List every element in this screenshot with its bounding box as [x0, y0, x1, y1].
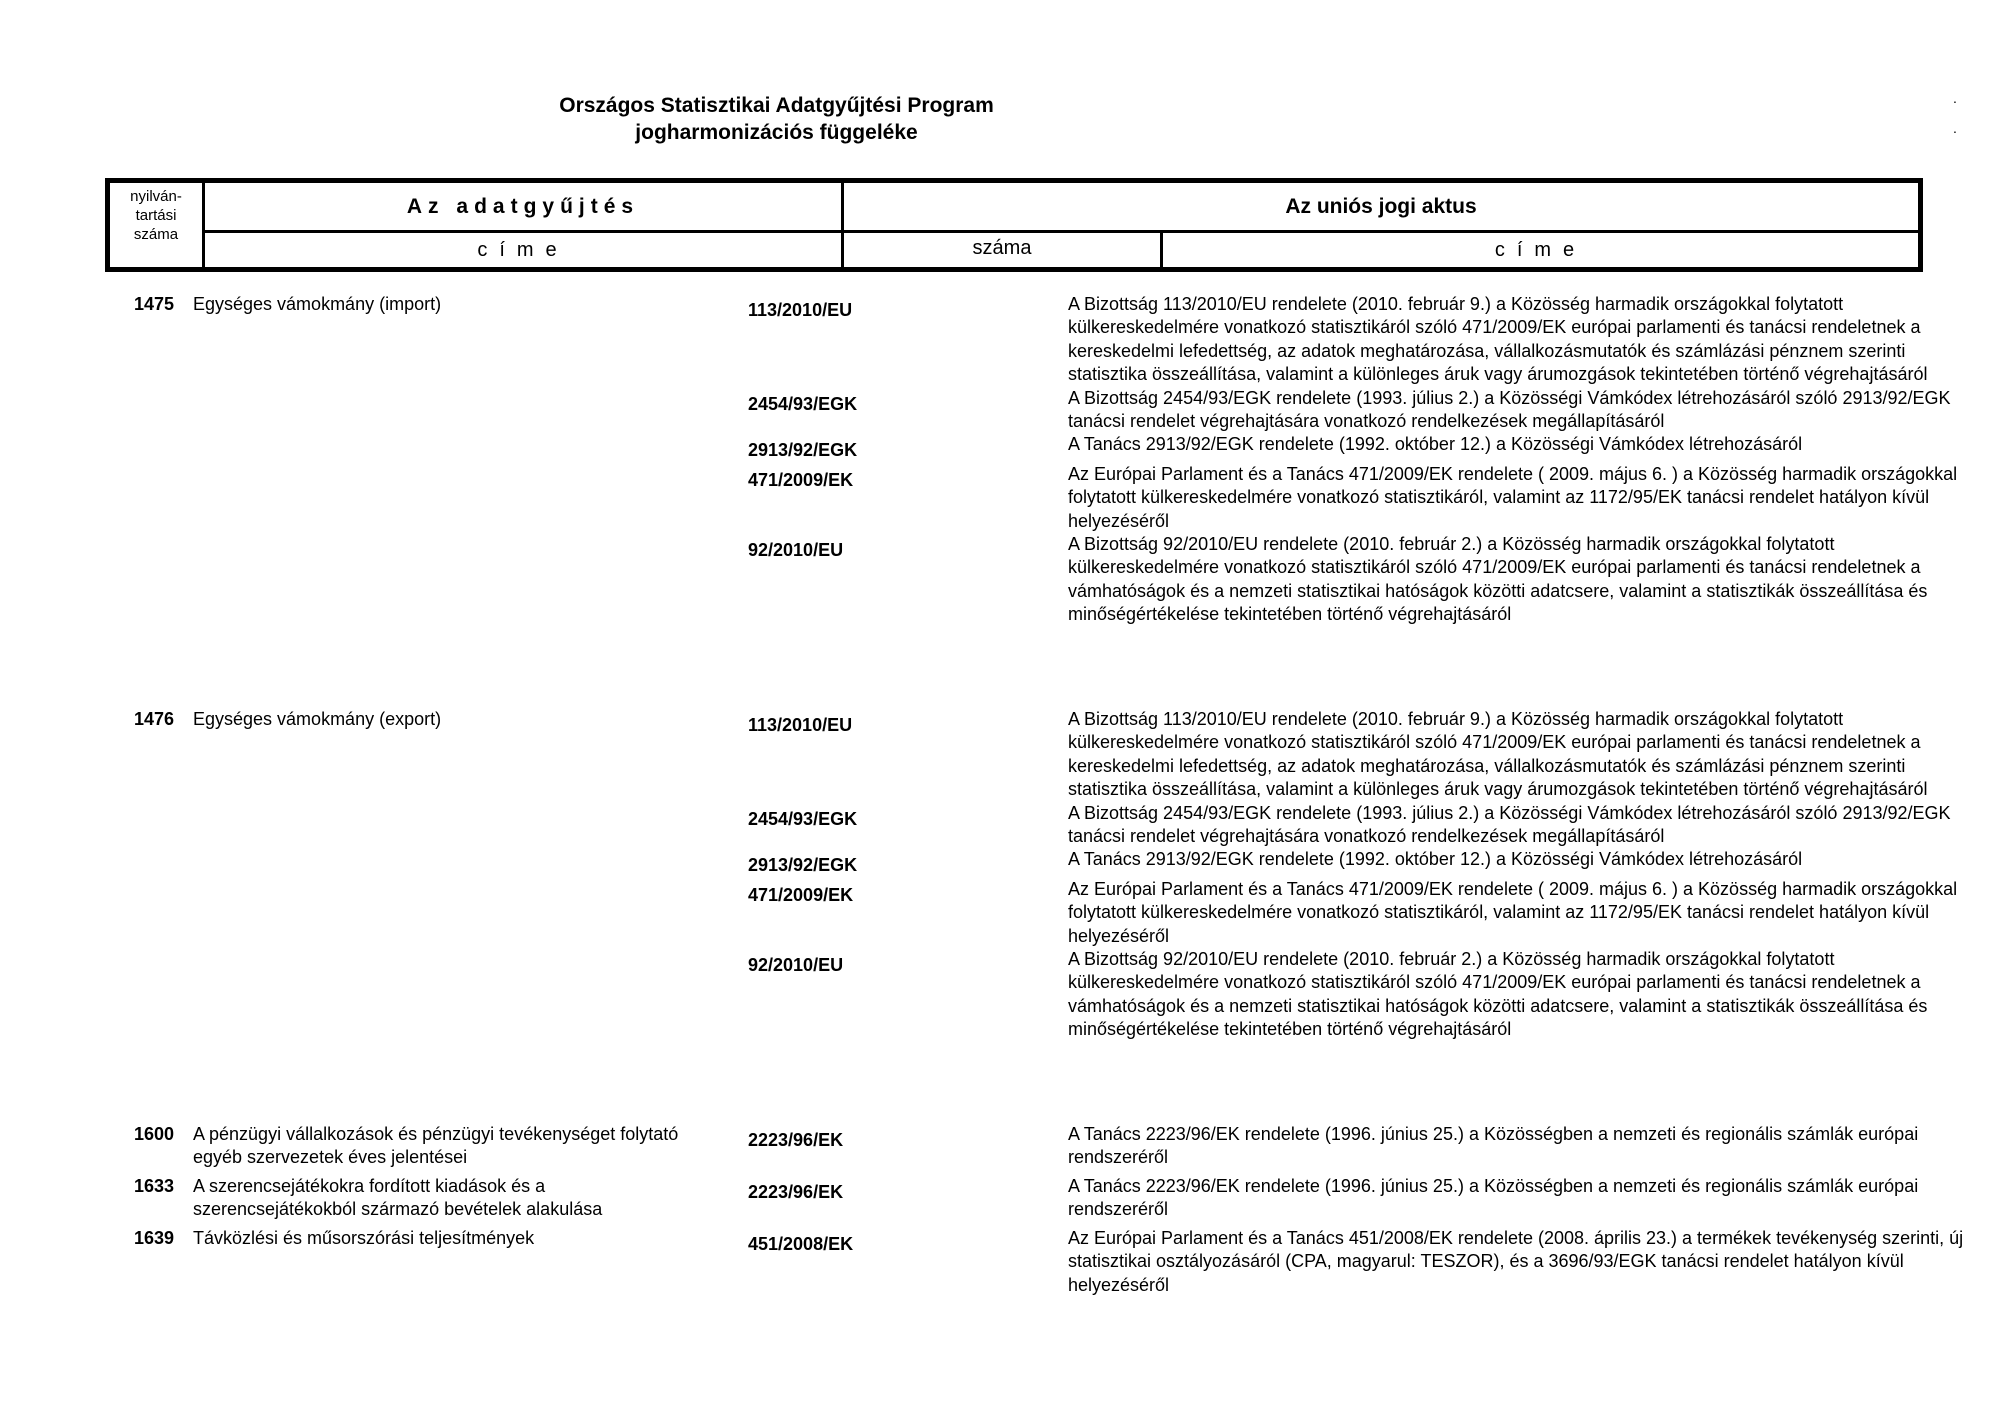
legal-act — [748, 948, 1978, 1042]
legal-act — [748, 293, 1978, 387]
legal-act-title: A Bizottság 113/2010/EU rendelete (2010. február 9.) a Közösség harmadik országokkal folytatott külkereskedelmére vonatkozó statisztikáról szóló 471/2009/EK európai parlamenti és tanácsi rendeletnek a kereskedelmi lefedettség, az adatok meghatározása, vállalkozásmutatók és számlázási pénznem szerinti statisztika összeállítása, valamint a különleges áruk vagy árumozgások tekintetében történő végrehajtásáról — [1068, 709, 1928, 800]
legal-act-title: A Bizottság 113/2010/EU rendelete (2010. február 9.) a Közösség harmadik országokkal folytatott külkereskedelmére vonatkozó statisztikáról szóló 471/2009/EK európai parlamenti és tanácsi rendeletnek a kereskedelmi lefedettség, az adatok meghatározása, vállalkozásmutatók és számlázási pénznem szerinti statisztika összeállítása, valamint a különleges áruk vagy árumozgások tekintetében történő végrehajtásáról — [1068, 294, 1928, 385]
legal-act-title: A Bizottság 92/2010/EU rendelete (2010. február 2.) a Közösség harmadik országokkal folytatott külkereskedelmére vonatkozó statisztikáról szóló 471/2009/EK európai parlamenti és tanácsi rendeletnek a vámhatóságok és a nemzeti statisztikai hatóságok közötti adatcsere, valamint a statisztikák összeállítása és minőségértékelése tekintetében történő végrehajtásáról — [1068, 949, 1928, 1040]
legal-act-title: A Bizottság 92/2010/EU rendelete (2010. február 2.) a Közösség harmadik országokkal folytatott külkereskedelmére vonatkozó statisztikáról szóló 471/2009/EK európai parlamenti és tanácsi rendeletnek a vámhatóságok és a nemzeti statisztikai hatóságok közötti adatcsere, valamint a statisztikák összeállítása és minőségértékelése tekintetében történő végrehajtásáról — [1068, 534, 1928, 625]
legal-act-title: A Tanács 2913/92/EGK rendelete (1992. október 12.) a Közösségi Vámkódex létrehozásáról — [1068, 849, 1803, 870]
header-act-title: címe — [1494, 239, 1587, 261]
legal-act — [748, 387, 1978, 434]
page-title-line2: jogharmonizációs függeléke — [635, 121, 918, 144]
legal-act-title: Az Európai Parlament és a Tanács 471/2009/EK rendelete ( 2009. május 6. ) a Közösség harmadik országokkal folytatott külkereskedelmére vonatkozó statisztikáról, valamint az 1172/95/EK tanácsi rendelet hatályon kívül helyezéséről — [1068, 878, 1958, 946]
record-number: 1476 — [133, 709, 174, 729]
legal-act — [748, 848, 1978, 877]
legal-act-number: 92/2010/EU — [748, 540, 844, 561]
header-data-collection-title: címe — [477, 239, 569, 261]
legal-act-number: 2913/92/EGK — [748, 855, 858, 876]
legal-act-number: 2454/93/EGK — [748, 808, 858, 829]
legal-act-number: 2223/96/EK — [748, 1182, 844, 1202]
table-header — [105, 178, 1923, 272]
legal-act-number: 113/2010/EU — [748, 300, 853, 320]
legal-act-title: A Tanács 2913/92/EGK rendelete (1992. október 12.) a Közösségi Vámkódex létrehozásáról — [1068, 434, 1803, 455]
legal-act — [748, 533, 1978, 627]
data-collection-title: Távközlési és műsorszórási teljesítmények — [193, 1228, 535, 1248]
margin-mark: . — [1953, 90, 1957, 106]
header-record-number: nyilván- tartási száma — [130, 188, 182, 243]
legal-act — [748, 878, 1978, 948]
legal-act-title: A Tanács 2223/96/EK rendelete (1996. június 25.) a Közösségben a nemzeti és regionális számlák európai rendszeréről — [1068, 1176, 1919, 1220]
data-collection-title: A pénzügyi vállalkozások és pénzügyi tevékenységet folytató egyéb szervezetek éves jelentései — [193, 1124, 679, 1168]
legal-act — [748, 802, 1978, 849]
record-number: 1600 — [133, 1124, 174, 1144]
legal-act — [748, 1123, 1978, 1170]
legal-act-number: 451/2008/EK — [748, 1234, 854, 1254]
legal-act-title: A Tanács 2223/96/EK rendelete (1996. június 25.) a Közösségben a nemzeti és regionális számlák európai rendszeréről — [1068, 1124, 1919, 1168]
legal-act-list — [748, 1123, 1978, 1170]
data-collection-title: A szerencsejátékokra fordított kiadások és a szerencsejátékokból származó bevételek alakulása — [193, 1176, 603, 1220]
header-data-collection: Az adatgyűjtés — [406, 195, 640, 218]
record-number: 1633 — [133, 1176, 174, 1196]
legal-act-list — [748, 1227, 1978, 1297]
legal-act-number: 471/2009/EK — [748, 469, 854, 490]
legal-act — [748, 1175, 1978, 1222]
record-number: 1475 — [133, 294, 174, 314]
data-collection-title: Egységes vámokmány (import) — [193, 294, 442, 314]
legal-act-list — [748, 1175, 1978, 1222]
legal-act-number: 113/2010/EU — [748, 715, 853, 735]
legal-act — [748, 433, 1978, 462]
legal-act-title: Az Európai Parlament és a Tanács 451/2008/EK rendelete (2008. április 23.) a termékek tevékenység szerinti, új statisztikai osztályozásáról (CPA, magyarul: TESZOR), és a 3696/93/EGK tanácsi rendelet hatályon kívül helyezéséről — [1068, 1228, 1964, 1295]
legal-act-title: A Bizottság 2454/93/EGK rendelete (1993. július 2.) a Közösségi Vámkódex létrehozásáról szóló 2913/92/EGK tanácsi rendelet végrehajtására vonatkozó rendelkezések megállapításáról — [1068, 802, 1951, 847]
legal-act-number: 2454/93/EGK — [748, 393, 858, 414]
data-collection-title: Egységes vámokmány (export) — [193, 709, 442, 729]
header-divider — [205, 230, 1918, 233]
legal-act — [748, 1227, 1978, 1297]
legal-act-title: Az Európai Parlament és a Tanács 471/2009/EK rendelete ( 2009. május 6. ) a Közösség harmadik országokkal folytatott külkereskedelmére vonatkozó statisztikáról, valamint az 1172/95/EK tanácsi rendelet hatályon kívül helyezéséről — [1068, 463, 1958, 531]
legal-act-list — [748, 708, 1978, 1042]
record-number: 1639 — [133, 1228, 174, 1248]
legal-act — [748, 463, 1978, 533]
legal-act — [748, 708, 1978, 802]
legal-act-list — [748, 293, 1978, 627]
legal-act-number: 2223/96/EK — [748, 1130, 844, 1150]
legal-act-title: A Bizottság 2454/93/EGK rendelete (1993. július 2.) a Közösségi Vámkódex létrehozásáról szóló 2913/92/EGK tanácsi rendelet végrehajtására vonatkozó rendelkezések megállapításáról — [1068, 387, 1951, 432]
page-title-line1: Országos Statisztikai Adatgyűjtési Program — [559, 94, 994, 117]
header-act-number: száma — [972, 237, 1032, 259]
legal-act-number: 92/2010/EU — [748, 955, 844, 976]
legal-act-number: 2913/92/EGK — [748, 440, 858, 461]
header-eu-legal-act: Az uniós jogi aktus — [1285, 195, 1477, 218]
legal-act-number: 471/2009/EK — [748, 884, 854, 905]
margin-mark: . — [1953, 120, 1957, 136]
